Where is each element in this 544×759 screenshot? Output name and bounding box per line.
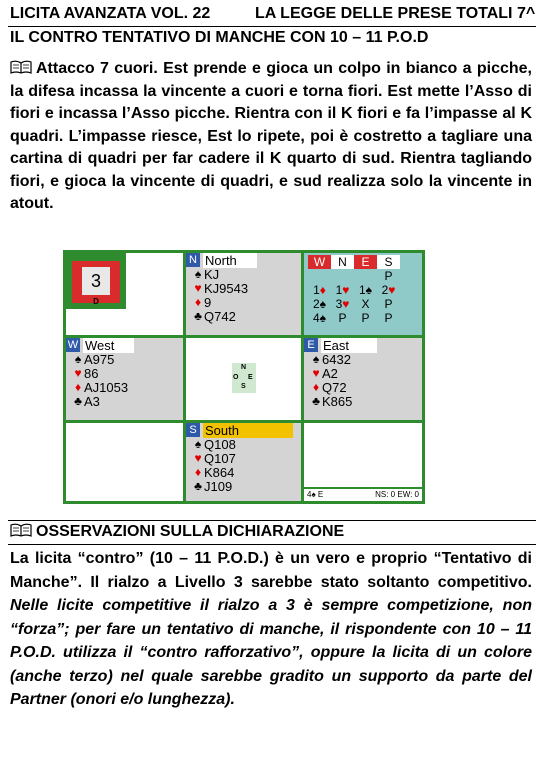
compass-n: N: [241, 364, 247, 371]
bid-cell: 2♥: [381, 283, 396, 297]
diamond-icon: ♦: [74, 379, 82, 394]
south-spades: Q108: [204, 436, 236, 452]
bid-cell: 1♦: [313, 283, 326, 297]
play-paragraph: [10, 58, 532, 216]
bidding-table: [308, 255, 400, 325]
page-header: [8, 4, 536, 27]
empty-cell: [66, 423, 183, 501]
bridge-board: [63, 250, 425, 504]
header-left: LICITA AVANZATA VOL. 22: [10, 5, 211, 22]
west-spades: A975: [84, 351, 115, 367]
open-book-icon: [10, 59, 32, 73]
bid-cell: 3♥: [335, 297, 350, 311]
bid-cell: P: [361, 311, 370, 325]
north-hand: [186, 253, 301, 335]
bid-cell: X: [361, 297, 370, 311]
diamond-icon: ♦: [312, 379, 320, 394]
south-diamonds: K864: [204, 464, 235, 480]
header-right: LA LEGGE DELLE PRESE TOTALI 7^: [255, 5, 536, 22]
north-diamonds: 9: [204, 294, 212, 310]
bid-header-s: S: [377, 255, 400, 269]
bid-cell: P: [384, 269, 393, 283]
result-cell: [304, 423, 422, 487]
club-icon: ♣: [312, 393, 320, 408]
north-hearts: KJ9543: [204, 280, 249, 296]
club-icon: ♣: [194, 478, 202, 493]
dealer-label: D: [93, 297, 99, 306]
heart-icon: ♥: [194, 280, 202, 295]
bid-cell: [354, 269, 377, 283]
header-subtitle: IL CONTRO TENTATIVO DI MANCHE CON 10 – 11 P.O.D: [10, 29, 429, 46]
east-clubs: K865: [322, 393, 353, 409]
east-diamonds: Q72: [322, 379, 347, 395]
compass-s: S: [241, 383, 246, 390]
south-name: South: [203, 423, 293, 438]
section2-paragraph: [10, 547, 532, 712]
compass-e: E: [248, 374, 253, 381]
spade-icon: ♠: [194, 266, 202, 281]
table-center: [186, 338, 301, 420]
east-name: East: [321, 338, 377, 353]
board-number: 3: [82, 267, 110, 295]
bid-cell: [331, 269, 354, 283]
heart-icon: ♥: [194, 450, 202, 465]
section2-title: OSSERVAZIONI SULLA DICHIARAZIONE: [36, 523, 345, 540]
club-icon: ♣: [194, 308, 202, 323]
spade-icon: ♠: [74, 351, 82, 366]
west-hand: [66, 338, 183, 420]
seat-north: N: [186, 253, 200, 267]
north-name: North: [203, 253, 257, 268]
south-hand: [186, 423, 301, 501]
bid-cell: 2♠: [312, 297, 327, 311]
north-spades: KJ: [204, 266, 220, 282]
bid-cell: 1♠: [358, 283, 373, 297]
bidding-box: [304, 253, 422, 335]
club-icon: ♣: [74, 393, 82, 408]
bid-header-e: E: [354, 255, 377, 269]
west-name: West: [83, 338, 134, 353]
west-diamonds: AJ1053: [84, 379, 129, 395]
north-clubs: Q742: [204, 308, 236, 324]
bid-cell: 4♠: [312, 311, 327, 325]
bid-header-n: N: [331, 255, 354, 269]
east-spades: 6432: [322, 351, 351, 367]
seat-west: W: [67, 339, 79, 351]
south-clubs: J109: [204, 478, 233, 494]
seat-south: S: [186, 423, 200, 437]
contract: 4♠ E: [307, 490, 324, 499]
bid-cell: 1♥: [335, 283, 350, 297]
west-hearts: 86: [84, 365, 99, 381]
bid-cell: P: [384, 297, 393, 311]
play-text: Attacco 7 cuori. Est prende e gioca un colpo in bianco a picche, la difesa incassa la vincente a cuori e torna fiori. Est mette l’Asso di fiori e incassa l’Asso picche. Rientra con il K fiori e fa l’impasse al K quadri. L’impasse riesce, Est lo ripete, poi è costretto a tagliare una cartina di quadri per far cadere il K quarto di sud. Rientra tagliando fiori, e gioca la vincente di quadri, e sud realizza solo la vincente in atout.: [10, 60, 532, 212]
bid-header-w: W: [308, 255, 331, 269]
open-book-icon: [10, 523, 32, 537]
east-hand: [304, 338, 422, 420]
heart-icon: ♥: [74, 365, 82, 380]
seat-east: E: [304, 338, 318, 352]
section2-header: [8, 520, 536, 545]
bid-cell: P: [338, 311, 347, 325]
south-hearts: Q107: [204, 450, 236, 466]
east-hearts: A2: [322, 365, 338, 381]
section2-italic-text: Nelle licite competitive il rialzo a 3 è sempre competizione, non “forza”; per fare un tentativo di manche, il rispondente con 10 – 11 P.O.D. utilizza il “contro rafforzativo”, oppure la licita di un colore (anche terzo) nel quale sarebbe gradito un supporto da parte del Partner (onori e/o lunghezza).: [10, 597, 532, 708]
board-info: [66, 253, 183, 335]
bid-cell: P: [384, 311, 393, 325]
spade-icon: ♠: [194, 436, 202, 451]
west-clubs: A3: [84, 393, 100, 409]
section2-text: La licita “contro” (10 – 11 P.O.D.) è un vero e proprio “Tentativo di Manche”. Il rialzo a Livello 3 sarebbe stato soltanto competitivo.: [10, 550, 532, 591]
diamond-icon: ♦: [194, 294, 202, 309]
heart-icon: ♥: [312, 365, 320, 380]
compass-o: O: [233, 374, 239, 381]
vulnerability: NS: 0 EW: 0: [375, 490, 419, 499]
bid-cell: [308, 269, 331, 283]
board-footer: [304, 489, 422, 501]
compass: [232, 363, 256, 393]
spade-icon: ♠: [312, 351, 320, 366]
diamond-icon: ♦: [194, 464, 202, 479]
